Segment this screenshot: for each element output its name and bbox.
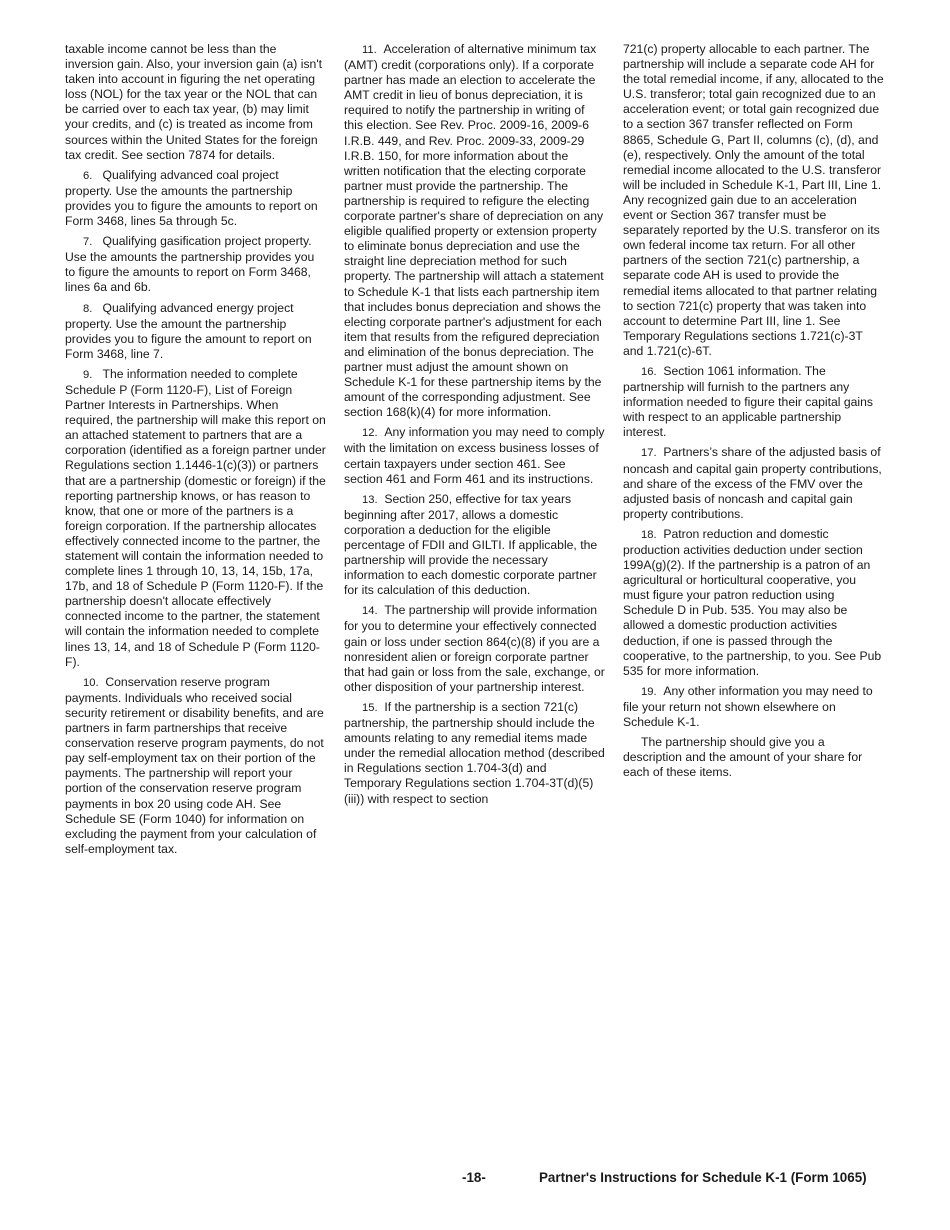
item-number: 8. [83,302,93,315]
paragraph-inversion-gain [65,42,327,163]
footer-title: Partner's Instructions for Schedule K-1 (Form 1065) [539,1170,867,1185]
item-number: 6. [83,169,93,182]
paragraph-text: taxable income cannot be less than the inversion gain. Also, your inversion gain (a) isn't taken into account in figuring the net operating loss (NOL) for the tax year or the NOL that can be carried over to each tax year, (b) may limit your credits, and (c) is treated as income from sources within the United States for the foreign tax credit. See section 7874 for details. [65,42,323,162]
paragraph-item-7 [65,234,327,295]
paragraph-text: The partnership should give you a description and the amount of your share for each of these items. [623,735,863,780]
paragraph-text: The partnership will provide information for you to determine your effectively connected gain or loss under section 864(c)(8) if you are a nonresident alien or foreign corporate partner that had gain or loss from the sale, exchange, or other disposition of your partnership interest. [344,603,605,694]
item-number: 7. [83,236,93,249]
paragraph-item-17 [623,445,885,521]
paragraph-item-15 [344,700,606,807]
paragraph-text: 721(c) property allocable to each partner. The partnership will include a separate code AH for the total remedial income, if any, allocated to the U.S. transferor; total gain recognized due to an acceleration event; or total gain recognized due to a section 367 transfer reflected on Form 8865, Schedule G, Part II, columns (c), (d), and (e), respectively. Only the amount of the total remedial income allocated to the U.S. transferor will be included in Schedule K-1, Part III, Line 1. Any recognized gain due to an acceleration event or Section 367 transfer must be separately reported by the U.S. transferor on its own federal income tax return. For all other partners of the section 721(c) partnership, a separate code AH is used to provide the remedial items allocated to that partner relating to section 721(c) property that was taken into account to determine Part III, line 1. See Temporary Regulations sections 1.721(c)-3T and 1.721(c)-6T. [623,42,884,358]
paragraph-item-18 [623,527,885,679]
paragraph-item-9 [65,367,327,670]
paragraph-text: Patron reduction and domestic production activities deduction under section 199A(g)(2). If the partnership is a patron of an agricultural or horticultural cooperative, you must figure your patron reduction using Schedule D in Pub. 535. You may also be allowed a domestic production activities deduction, if one is passed through the cooperative, to the partnership, to you. See Pub 535 for more information. [623,526,882,678]
item-number: 19. [641,685,657,698]
paragraph-closing [623,735,885,780]
paragraph-item-15-continued [623,42,885,359]
item-number: 17. [641,447,657,460]
paragraph-text: Any information you may need to comply with the limitation on excess business losses of certain taxpayers under section 461. See section 461 and Form 461 and its instructions. [344,425,605,486]
paragraph-item-10 [65,675,327,857]
text-column-right [623,42,885,785]
paragraph-text: Section 250, effective for tax years beginning after 2017, allows a domestic corporation a deduction for the eligible percentage of FDII and GILTI. If applicable, the partnership will provide the necessary information to each domestic corporate partner for its calculation of this deduction. [344,491,598,598]
paragraph-item-16 [623,364,885,440]
paragraph-item-14 [344,603,606,695]
item-number: 15. [362,701,378,714]
paragraph-text: Conservation reserve program payments. Individuals who received social security retirement or disability benefits, and are partners in farm partnerships that receive conservation reserve program payments, do not pay self-employment tax on their portion of the payments. The partnership will report your portion of the conservation reserve program payments in box 20 using code AH. See Schedule SE (Form 1040) for information on excluding the payment from your calculation of self-employment tax. [65,674,324,856]
item-number: 14. [362,605,378,618]
paragraph-text: Acceleration of alternative minimum tax (AMT) credit (corporations only). If a corporate partner has made an election to accelerate the AMT credit in lieu of bonus depreciation, it is required to notify the partnership in writing of this election. See Rev. Proc. 2009-16, 2009-6 I.R.B. 449, and Rev. Proc. 2009-33, 2009-29 I.R.B. 150, for more information about the written notification that the electing corporate partner must provide the partnership. The partnership is required to refigure the electing corporate partner's share of depreciation on any eligible qualified property or extension property to eliminate bonus depreciation and use the straight line depreciation method for such property. The partnership will attach a statement to Schedule K-1 that lists each partnership item that includes bonus depreciation and shows the electing corporate partner's adjustment for each item that results from the refigured depreciation and elimination of the bonus depreciation. The partner must adjust the amount shown on Schedule K-1 for these partnership items by the amount of the corresponding adjustment. See section 168(k)(4) for more information. [344,42,604,420]
item-number: 18. [641,528,657,541]
item-number: 16. [641,365,657,378]
paragraph-text: Partners’s share of the adjusted basis of noncash and capital gain property contributions, and share of the excess of the FMV over the adjusted basis of noncash and capital gain property contributions. [623,445,882,521]
paragraph-item-12 [344,425,606,486]
paragraph-text: Any other information you may need to file your return not shown elsewhere on Schedule K-1. [623,683,873,730]
paragraph-item-6 [65,168,327,229]
item-number: 11. [362,44,377,56]
item-number: 12. [362,427,378,440]
text-column-left [65,42,327,862]
paragraph-text: Qualifying advanced coal project property. Use the amounts the partnership provides you to figure the amounts to report on Form 3468, lines 5a through 5c. [65,167,318,229]
item-number: 10. [83,676,99,689]
paragraph-text: If the partnership is a section 721(c) partnership, the partnership should include the amounts relating to any remedial items made under the remedial allocation method (described in Regulations section 1.704-3(d) and Temporary Regulations section 1.704-3T(d)(5)(iii)) with respect to section [344,699,605,806]
paragraph-text: Qualifying gasification project property. Use the amounts the partnership provides you to figure the amounts to report on Form 3468, lines 6a and 6b. [65,234,315,295]
paragraph-item-13 [344,492,606,599]
paragraph-item-8 [65,301,327,362]
paragraph-text: The information needed to complete Schedule P (Form 1120-F), List of Foreign Partner Interests in Partnerships. When required, the partnership will make this report on an attached statement to partners that are a corporation (identified as a foreign partner under Regulations section 1.1446-1(c)(3)) or partners that are a partnership (domestic or foreign) if the reporting partnership knows, or has reason to know, that one or more of the partners is a foreign corporation. If the partnership allocates effectively connected income to the partner, the statement will contain the information needed to complete lines 1 through 10, 13, 14, 15b, 17a, 17b, and 18 of Schedule P (Form 1120-F). If the partnership doesn't allocate effectively connected income to the partner, the statement will contain the information needed to complete lines 13, 14, and 18 of Schedule P (Form 1120-F). [65,366,326,669]
page-number: -18- [462,1170,486,1185]
item-number: 13. [362,493,378,506]
paragraph-item-11 [344,42,606,420]
paragraph-text: Section 1061 information. The partnership will furnish to the partners any information needed to figure their capital gains with respect to an applicable partnership interest. [623,363,873,440]
item-number: 9. [83,368,93,381]
paragraph-item-19 [623,684,885,730]
paragraph-text: Qualifying advanced energy project property. Use the amount the partnership provides you to figure the amount to report on Form 3468, line 7. [65,300,312,361]
text-column-middle [344,42,606,812]
